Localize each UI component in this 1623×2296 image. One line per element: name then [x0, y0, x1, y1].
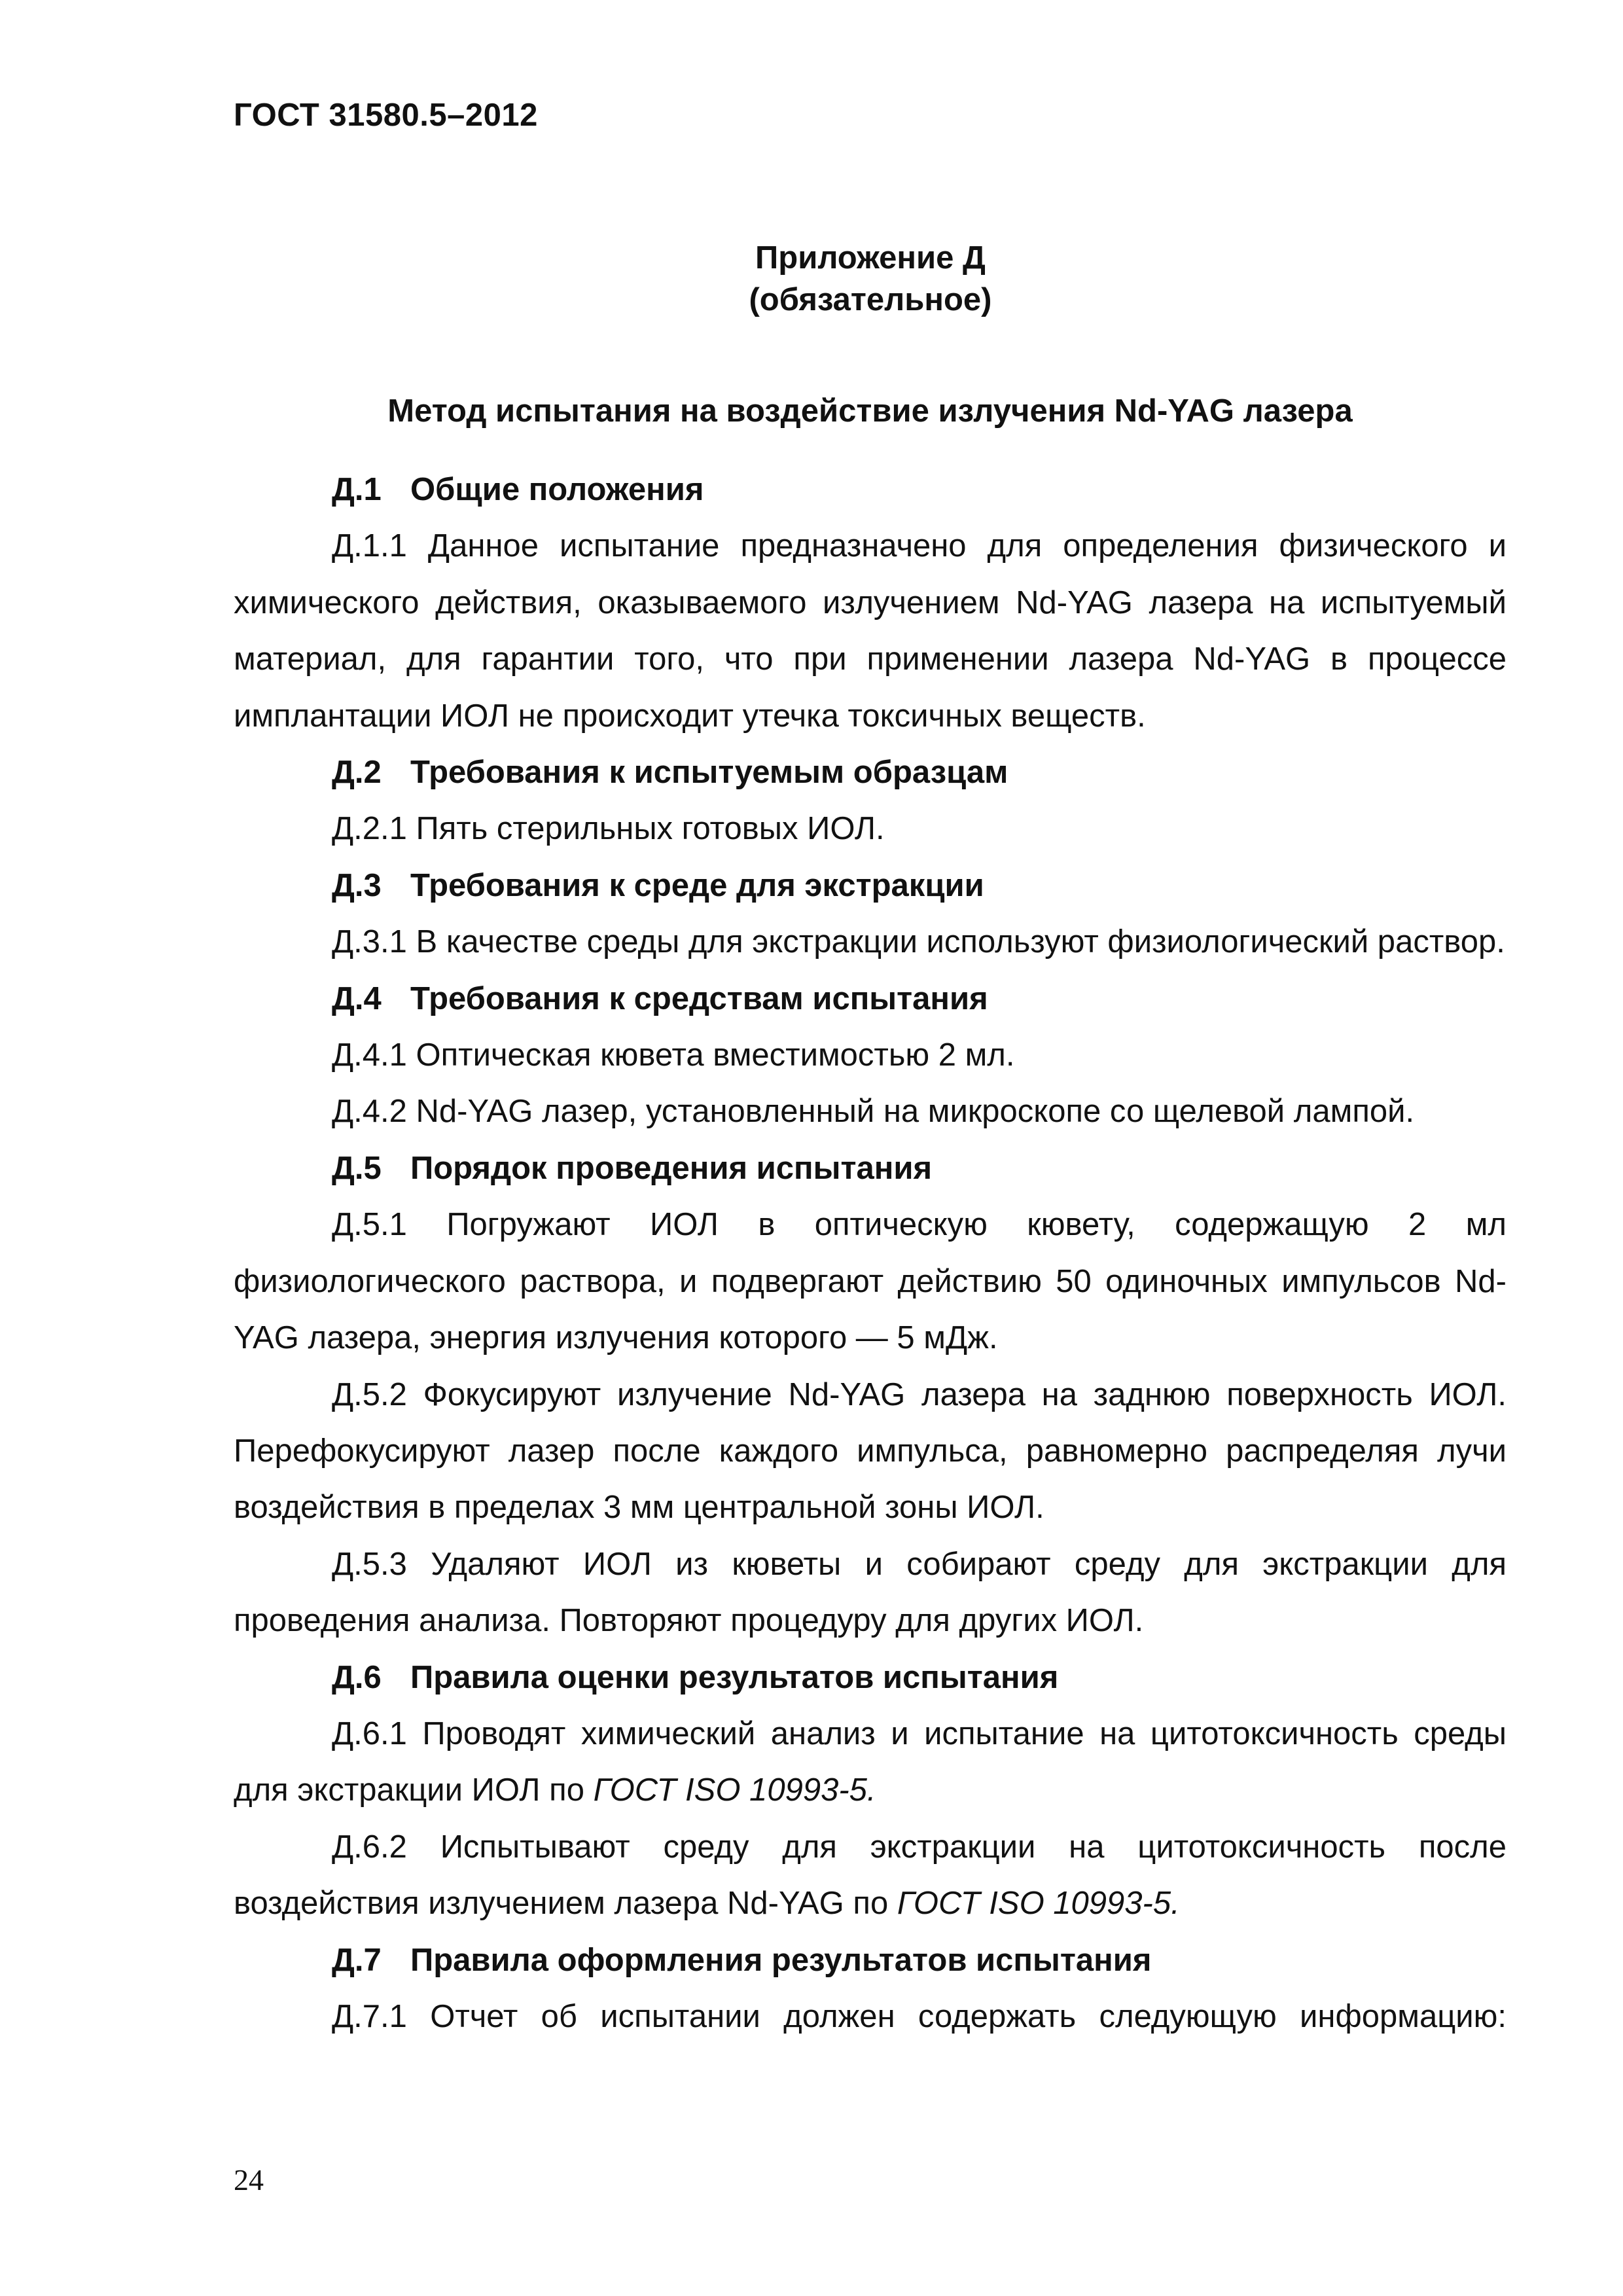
- section-heading: [234, 1932, 1507, 1988]
- section-title: Правила оценки результатов испытания: [410, 1659, 1059, 1695]
- section-heading: [234, 461, 1507, 518]
- annex-title: Приложение Д: [755, 240, 986, 276]
- paragraph: [234, 1819, 1507, 1932]
- paragraph: Д.1.1 Данное испытание предназначено для определения физического и химического действия, оказываемого излучением Nd-YAG лазера на испытуемый материал, для гарантии того, что при применении лазера Nd-YAG в процессе имплантации ИОЛ не происходит утечка токсичных веществ.: [234, 528, 1507, 734]
- paragraph: Д.3.1 В качестве среды для экстракции используют физиологический раствор.: [332, 924, 1505, 960]
- paragraph: Д.5.3 Удаляют ИОЛ из кюветы и собирают среду для экстракции для проведения анализа. Повторяют процедуру для других ИОЛ.: [234, 1546, 1507, 1639]
- method-title: Метод испытания на воздействие излучения Nd-YAG лазера: [387, 393, 1353, 429]
- paragraph: Д.4.1 Оптическая кювета вместимостью 2 мл.: [332, 1037, 1015, 1073]
- paragraph: Д.5.1 Погружают ИОЛ в оптическую кювету, содержащую 2 мл физиологического раствора, и подвергают действию 50 одиночных импульсов Nd-YAG лазера, энергия излучения которого — 5 мДж.: [234, 1207, 1507, 1356]
- standard-reference: ГОСТ ISO 10993-5.: [897, 1886, 1180, 1922]
- standard-reference: ГОСТ ISO 10993-5.: [593, 1772, 876, 1808]
- annex-heading: [458, 237, 1283, 321]
- section-title: Правила оформления результатов испытания: [410, 1942, 1152, 1978]
- page-number: 24: [234, 2163, 264, 2197]
- section-heading: [234, 971, 1507, 1027]
- section-number: Д.6: [332, 1659, 382, 1695]
- paragraph: Д.2.1 Пять стерильных готовых ИОЛ.: [332, 811, 885, 847]
- paragraph-text: Д.6.1 Проводят химический анализ и испытание на цитотоксичность среды для экстракции ИОЛ по: [234, 1715, 1507, 1808]
- section-number: Д.7: [332, 1942, 382, 1978]
- paragraph: Д.4.2 Nd-YAG лазер, установленный на микроскопе со щелевой лампой.: [332, 1094, 1415, 1130]
- section-title: Порядок проведения испытания: [410, 1150, 933, 1186]
- section-heading: [234, 744, 1507, 800]
- section-number: Д.1: [332, 472, 382, 507]
- annex-status: (обязательное): [749, 282, 992, 317]
- paragraph: Д.7.1 Отчет об испытании должен содержать следующую информацию:: [332, 1998, 1507, 2034]
- section-title: Требования к среде для экстракции: [410, 867, 984, 903]
- section-number: Д.5: [332, 1150, 382, 1186]
- section-heading: [234, 1649, 1507, 1706]
- section-number: Д.4: [332, 980, 382, 1016]
- section-number: Д.3: [332, 867, 382, 903]
- document-body: [234, 461, 1507, 2045]
- section-number: Д.2: [332, 755, 382, 791]
- section-title: Требования к испытуемым образцам: [410, 755, 1008, 791]
- section-heading: [234, 857, 1507, 914]
- paragraph: Д.5.2 Фокусируют излучение Nd-YAG лазера на заднюю поверхность ИОЛ. Перефокусируют лазер после каждого импульса, равномерно распределяя лучи воздействия в пределах 3 мм центральной зоны ИОЛ.: [234, 1376, 1507, 1526]
- document-code: ГОСТ 31580.5–2012: [234, 98, 538, 133]
- section-heading: [234, 1140, 1507, 1196]
- section-title: Требования к средствам испытания: [410, 980, 988, 1016]
- paragraph: [234, 1706, 1507, 1819]
- paragraph-text: Д.6.2 Испытывают среду для экстракции на цитотоксичность после воздействия излучением лазера Nd-YAG по: [234, 1829, 1507, 1922]
- section-title: Общие положения: [410, 472, 704, 507]
